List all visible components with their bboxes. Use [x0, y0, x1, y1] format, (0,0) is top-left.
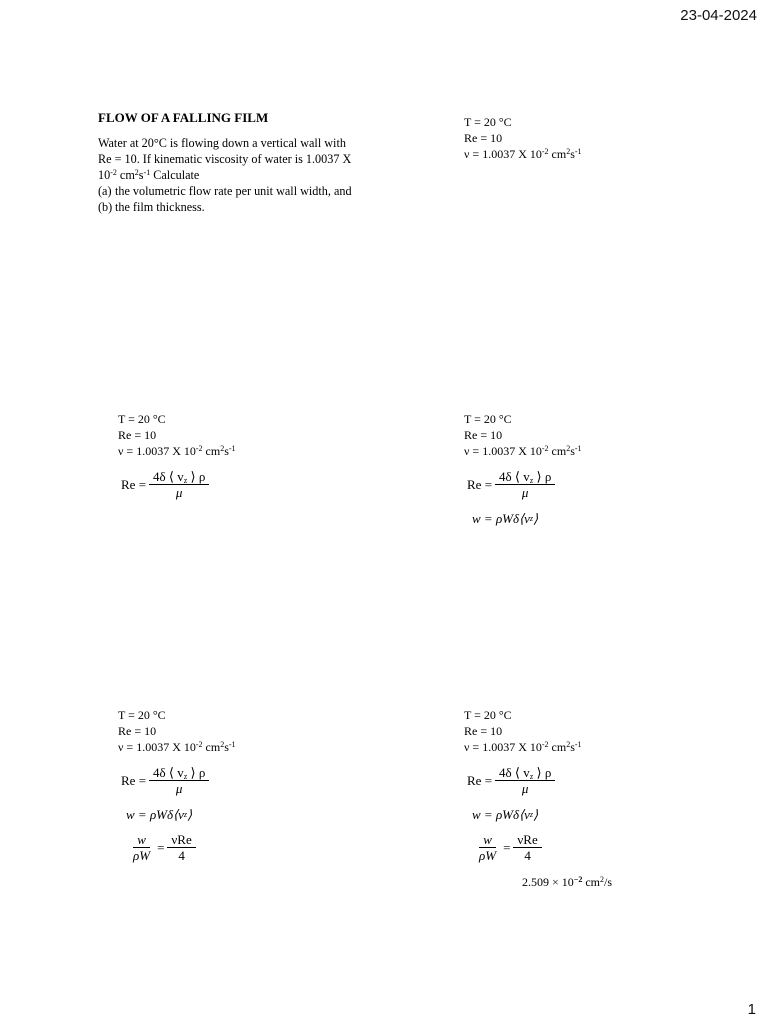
given-reynolds: Re = 10: [464, 724, 503, 738]
viscosity-value: ν = 1.0037 X 10: [464, 740, 542, 754]
unit: s: [570, 740, 575, 754]
unit: s: [224, 444, 229, 458]
denominator: μ: [521, 485, 529, 500]
given-temperature: T = 20 °C: [464, 115, 512, 129]
slide-ratio: [118, 707, 418, 967]
unit: cm: [582, 875, 601, 889]
numerator: w: [133, 832, 150, 848]
viscosity-value: ν = 1.0037 X 10: [118, 740, 196, 754]
slide-date: 23-04-2024: [680, 7, 757, 24]
ratio-equation: [472, 832, 764, 863]
unit: s: [570, 147, 575, 161]
unit: cm: [202, 444, 221, 458]
problem-statement: [98, 135, 358, 215]
given-temperature: T = 20 °C: [118, 708, 166, 722]
given-reynolds: Re = 10: [118, 428, 157, 442]
page-number: 1: [747, 1001, 756, 1018]
item-label: (a): [98, 184, 112, 198]
problem-intro: Water at 20°C is flowing down a vertical wall with Re = 10. If kinematic viscosity of water is 1.0037 X 10: [98, 136, 352, 182]
problem-title: FLOW OF A FALLING FILM: [98, 110, 269, 125]
given-values: [464, 114, 764, 162]
denominator: ρW: [133, 848, 151, 863]
reynolds-equation: [467, 469, 764, 500]
unit: cm: [548, 444, 567, 458]
equation-text: w = ρWδ⟨v: [472, 511, 530, 526]
subscript: z: [183, 772, 188, 781]
exponent: 2: [566, 740, 571, 749]
given-values: [464, 411, 764, 459]
equation-lhs: Re =: [467, 476, 493, 492]
problem-intro-tail: Calculate: [150, 168, 200, 182]
result-value: [522, 875, 764, 890]
equation-lhs: Re =: [121, 476, 147, 492]
numerator-text: 4δ ⟨ v: [153, 469, 184, 484]
equation-tail: ⟩: [187, 807, 193, 822]
exponent: 2: [566, 444, 571, 453]
denominator: μ: [175, 485, 183, 500]
given-viscosity: [464, 739, 764, 755]
numerator-tail: ⟩ ρ: [533, 765, 552, 780]
slide-result: [464, 707, 764, 967]
fraction: [149, 469, 209, 500]
given-viscosity: [464, 146, 764, 162]
result-number: 2.509 × 10: [522, 875, 574, 889]
numerator: [149, 765, 209, 781]
viscosity-value: ν = 1.0037 X 10: [464, 444, 542, 458]
numerator-text: 4δ ⟨ v: [153, 765, 184, 780]
given-reynolds: Re = 10: [118, 724, 157, 738]
numerator: [495, 765, 555, 781]
reynolds-equation: [121, 765, 418, 796]
numerator-tail: ⟩ ρ: [187, 765, 206, 780]
exponent: 2: [134, 168, 139, 177]
given-temperature: T = 20 °C: [118, 412, 166, 426]
viscosity-value: ν = 1.0037 X 10: [464, 147, 542, 161]
given-values: [464, 707, 764, 755]
exponent: 2: [220, 740, 225, 749]
given-temperature: T = 20 °C: [464, 708, 512, 722]
slide-reynolds: [118, 411, 418, 671]
slide-flowrate: [464, 411, 764, 671]
fraction: [149, 765, 209, 796]
subscript: z: [529, 772, 534, 781]
mass-flow-equation: w = ρWδ⟨v z ⟩: [126, 807, 193, 822]
equals-sign: =: [157, 839, 165, 855]
fraction: [475, 832, 500, 863]
numerator: [149, 469, 209, 485]
numerator-tail: ⟩ ρ: [187, 469, 206, 484]
given-values: [118, 707, 418, 755]
given-viscosity: [464, 443, 764, 459]
equation-text: w = ρWδ⟨v: [472, 807, 530, 822]
exponent: -1: [574, 147, 582, 156]
exponent: -2: [110, 168, 117, 177]
slide-given: [464, 114, 764, 374]
numerator: νRe: [513, 832, 541, 848]
subscript: z: [529, 476, 534, 485]
unit: cm: [202, 740, 221, 754]
unit: cm: [548, 147, 567, 161]
equation-lhs: Re =: [121, 772, 147, 788]
unit: s: [570, 444, 575, 458]
numerator: w: [479, 832, 496, 848]
fraction: [495, 469, 555, 500]
reynolds-equation: [467, 765, 764, 796]
exponent: -1: [574, 444, 582, 453]
given-temperature: T = 20 °C: [464, 412, 512, 426]
unit: /s: [604, 875, 613, 889]
equation-lhs: Re =: [467, 772, 493, 788]
exponent: −2: [573, 875, 583, 884]
subscript: z: [183, 476, 188, 485]
equals-sign: =: [503, 839, 511, 855]
slide-problem: [98, 110, 398, 370]
equation-text: w = ρWδ⟨v: [126, 807, 184, 822]
equation-tail: ⟩: [533, 807, 539, 822]
exponent: 2: [566, 147, 571, 156]
given-viscosity: [118, 443, 418, 459]
exponent: -2: [541, 147, 549, 156]
fraction: [513, 832, 541, 863]
numerator-text: 4δ ⟨ v: [499, 469, 530, 484]
exponent: -2: [541, 740, 549, 749]
given-reynolds: Re = 10: [464, 131, 503, 145]
given-viscosity: [118, 739, 418, 755]
item-label: (b): [98, 200, 113, 214]
equation-tail: ⟩: [533, 511, 539, 526]
mass-flow-equation: w = ρWδ⟨v z ⟩: [472, 511, 539, 526]
numerator-tail: ⟩ ρ: [533, 469, 552, 484]
exponent: -2: [541, 444, 549, 453]
exponent: -1: [228, 444, 236, 453]
unit: s: [138, 168, 144, 182]
unit: cm: [116, 168, 135, 182]
item-text: the volumetric flow rate per unit wall width, and: [115, 184, 352, 198]
denominator: 4: [524, 848, 531, 863]
denominator: μ: [521, 781, 529, 796]
problem-item-b: [98, 199, 358, 215]
problem-item-a: [98, 183, 358, 199]
exponent: -2: [195, 444, 203, 453]
viscosity-value: ν = 1.0037 X 10: [118, 444, 196, 458]
ratio-equation: [126, 832, 418, 863]
numerator: νRe: [167, 832, 195, 848]
denominator: μ: [175, 781, 183, 796]
exponent: -2: [195, 740, 203, 749]
given-reynolds: Re = 10: [464, 428, 503, 442]
denominator: 4: [178, 848, 185, 863]
exponent: 2: [600, 875, 605, 884]
fraction: [129, 832, 154, 863]
numerator-text: 4δ ⟨ v: [499, 765, 530, 780]
numerator: [495, 469, 555, 485]
exponent: -1: [143, 168, 151, 177]
item-text: the film thickness.: [115, 200, 205, 214]
unit: cm: [548, 740, 567, 754]
denominator: ρW: [479, 848, 497, 863]
mass-flow-equation: w = ρWδ⟨v z ⟩: [472, 807, 539, 822]
unit: s: [224, 740, 229, 754]
reynolds-equation: [121, 469, 418, 500]
exponent: -1: [228, 740, 236, 749]
exponent: 2: [220, 444, 225, 453]
fraction: [167, 832, 195, 863]
exponent: -1: [574, 740, 582, 749]
given-values: [118, 411, 418, 459]
fraction: [495, 765, 555, 796]
